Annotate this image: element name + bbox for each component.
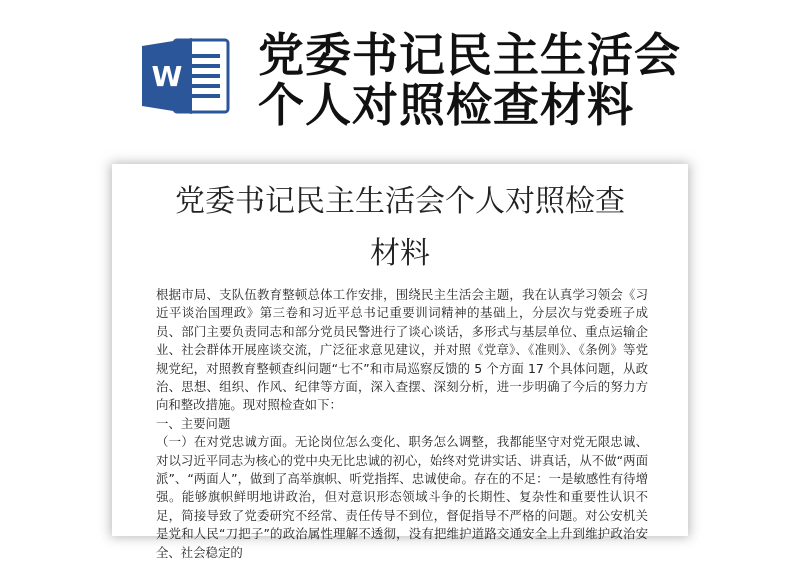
intro-paragraph: 根据市局、支队伍教育整顿总体工作安排，围绕民主生活会主题，我在认真学习领会《习近平谈治国理政》第三卷和习近平总书记重要训词精神的基础上，分层次与党委班子成员、部门主要负责同志和部分党员民警进行了谈心谈话，多形式与基层单位、重点运输企业、社会群体开展座谈交流，广泛征求意见建议，并对照《党章》、《准则》、《条例》等党规党纪，对照教育整顿查纠问题“七不”和市局巡察反馈的 5 个方面 17 个具体问题，从政治、思想、组织、作风、纪律等方面，深入查摆、深刻分析，进一步明确了今后的努力方向和整改措施。现对照检查如下：: [156, 287, 648, 413]
document-page: [112, 164, 688, 560]
paragraph-loyalty: （一）在对党忠诚方面。无论岗位怎么变化、职务怎么调整，我都能坚守对党无限忠诚、对以习近平同志为核心的党中央无比忠诚的初心，始终对党讲实话、讲真话，从不做“两面派”、“两面人”，做到了高举旗帜、听党指挥、忠诚使命。存在的不足：一是敏感性有待增强。能够旗帜鲜明地讲政治，但对意识形态领域斗争的长期性、复杂性和重要性认识不足，简接导致了党委研究不经常、责任传导不到位，督促指导不严格的问题。对公安机关是党和人民“刀把子”的政治属性理解不透彻，没有把维护道路交通安全上升到维护政治安全、社会稳定的: [156, 434, 648, 560]
document-title-line1: 党委书记民主生活会个人对照检查: [175, 184, 625, 219]
word-icon-letter: W: [151, 60, 183, 93]
document-body: [156, 286, 648, 562]
banner-title-line1: 党委书记民主生活会: [258, 28, 681, 82]
banner: [0, 0, 800, 150]
banner-title: [258, 30, 681, 130]
document-title-line2: 材料: [370, 236, 430, 271]
banner-title-line2: 个人对照检查材料: [258, 78, 634, 132]
section-heading: 一、主要问题: [156, 415, 231, 431]
word-document-icon: [140, 34, 232, 118]
document-title: [112, 176, 688, 280]
